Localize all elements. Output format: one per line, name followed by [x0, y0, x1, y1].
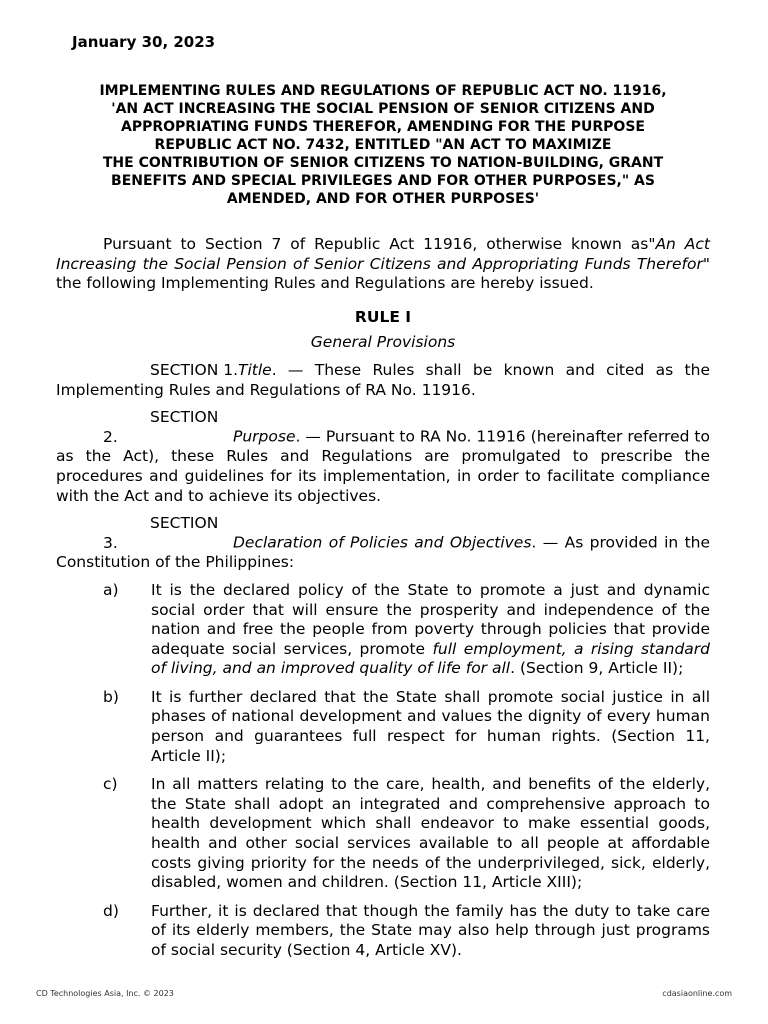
document-date: January 30, 2023: [72, 33, 216, 51]
heading-line: BENEFITS AND SPECIAL PRIVILEGES AND FOR OTHER PURPOSES," AS: [111, 173, 655, 189]
section-title: Title: [238, 360, 272, 379]
policy-list: [56, 581, 710, 961]
list-item: [56, 902, 710, 961]
list-item-text: It is further declared that the State shall promote social justice in all phases of national development and values the dignity of every human person and guarantees full respect for human rights. (Section 11, Article II);: [151, 687, 710, 765]
section-text: . — Pursuant to RA No. 11916 (hereinafter referred to as the Act), these Rules and Regulations are promulgated to prescribe the procedures and guidelines for its implementation, in order to facilitate compliance with the Act and to achieve its objectives.: [56, 427, 710, 505]
intro-paragraph: [56, 235, 710, 294]
section-text: . — As provided in the Constitution of the Philippines:: [56, 533, 711, 572]
list-item: [56, 775, 710, 893]
section-1: [56, 361, 710, 400]
intro-text: Pursuant to Section 7 of Republic Act 11916, otherwise known as: [103, 235, 649, 253]
list-marker: c): [103, 775, 118, 794]
rule-title: RULE I: [354, 307, 412, 326]
heading-line: AMENDED, AND FOR OTHER PURPOSES': [226, 191, 540, 207]
list-marker: d): [103, 901, 119, 920]
section-label: SECTION 2.: [103, 408, 219, 446]
list-item: [56, 688, 710, 766]
heading-line: 'AN ACT INCREASING THE SOCIAL PENSION OF SENIOR CITIZENS AND: [111, 101, 655, 117]
intro-text-end: the following Implementing Rules and Regulations are hereby issued.: [56, 274, 594, 293]
intro-act-title: "An Act Increasing the Social Pension of Senior Citizens and Appropriating Funds Therefor": [56, 235, 711, 273]
section-label: SECTION 3.: [103, 514, 219, 552]
list-item-text: In all matters relating to the care, health, and benefits of the elderly, the State shall adopt an integrated and comprehensive approach to health development which shall endeavor to make essential goods, health and other social services available to all people at affordable costs giving priority for the needs of the underprivileged, sick, elderly, disabled, women and children. (Section 11, Article XIII);: [151, 775, 710, 892]
section-label: SECTION 1.: [150, 360, 239, 379]
section-2: [56, 408, 710, 506]
section-title: Declaration of Policies and Objectives: [233, 533, 532, 552]
list-item-text: It is the declared policy of the State to promote a just and dynamic social order that will ensure the prosperity and independence of the nation and free the people from poverty through policies that provide adequate social services, promote full employment, a rising standard of living, and an improved quality of life for all. (Section 9, Article II);: [151, 580, 710, 678]
heading-line: THE CONTRIBUTION OF SENIOR CITIZENS TO NATION-BUILDING, GRANT: [102, 155, 664, 171]
heading-line: IMPLEMENTING RULES AND REGULATIONS OF REPUBLIC ACT NO. 11916,: [99, 83, 667, 99]
section-text: . — These Rules shall be known and cited as the Implementing Rules and Regulations of RA No. 11916.: [56, 360, 710, 399]
list-item-text: Further, it is declared that though the family has the duty to take care of its elderly members, the State may also help through just programs of social security (Section 4, Article XV).: [151, 901, 710, 959]
heading-line: APPROPRIATING FUNDS THEREFOR, AMENDING FOR THE PURPOSE: [121, 119, 645, 135]
list-marker: b): [103, 687, 119, 706]
footer-site: cdasiaonline.com: [662, 989, 732, 998]
section-title: Purpose: [233, 427, 296, 446]
list-marker: a): [103, 580, 119, 599]
document-heading: [56, 82, 710, 208]
rule-subtitle: General Provisions: [310, 333, 456, 352]
heading-line: REPUBLIC ACT NO. 7432, ENTITLED "AN ACT TO MAXIMIZE: [154, 137, 612, 153]
document-body: [56, 235, 710, 970]
list-item: [56, 581, 710, 679]
section-3: [56, 514, 710, 573]
footer-copyright: CD Technologies Asia, Inc. © 2023: [36, 989, 174, 998]
